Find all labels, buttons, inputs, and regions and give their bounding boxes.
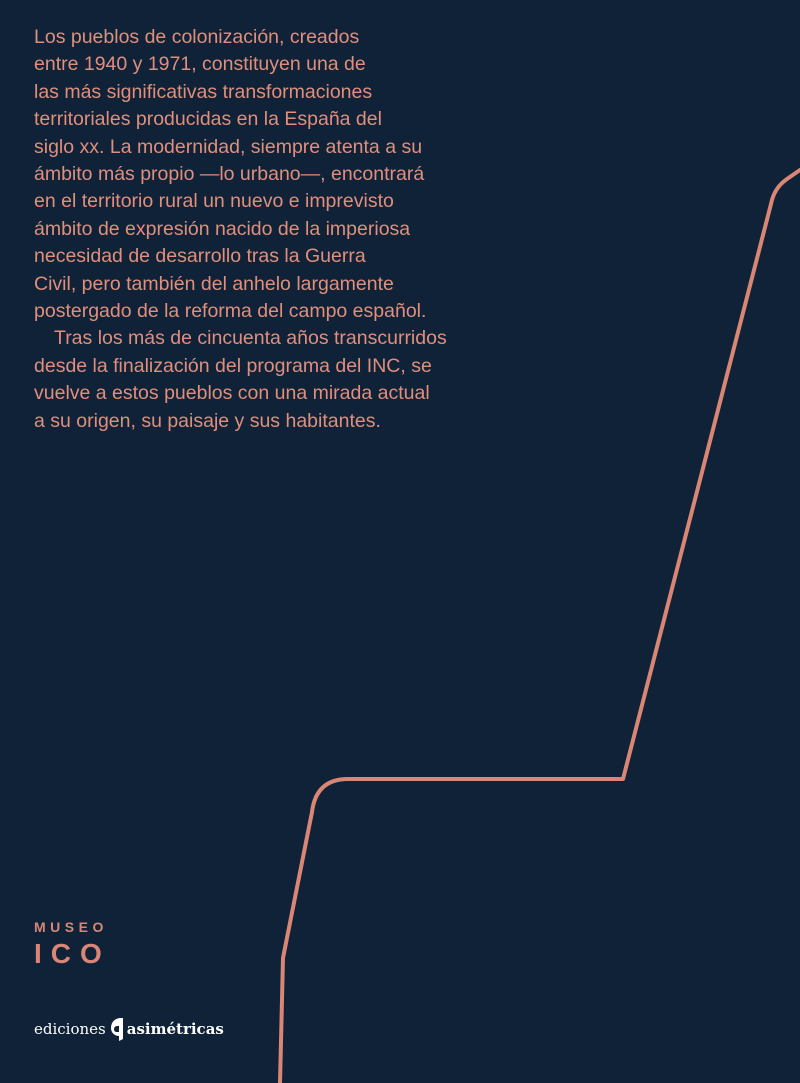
route-line — [280, 170, 800, 1083]
blurb-line: postergado de la reforma del campo español. — [34, 300, 427, 323]
blurb-line: a su origen, su paisaje y sus habitantes. — [34, 409, 381, 432]
blurb-line: Tras los más de cincuenta años transcurridos — [54, 327, 447, 350]
blurb-line: necesidad de desarrollo tras la Guerra — [34, 245, 366, 268]
logo-ediciones-text: ediciones — [34, 1020, 106, 1038]
blurb-line: ámbito más propio —lo urbano—, encontrará — [34, 163, 425, 186]
blurb-line: desde la finalización del programa del INC, se — [34, 354, 432, 377]
blurb-line: Civil, pero también del anhelo largamente — [34, 272, 394, 295]
blurb-line: las más significativas transformaciones — [34, 80, 373, 103]
publisher-mark-icon — [108, 1014, 126, 1044]
logo-asimetricas-text: asimétricas — [126, 1020, 224, 1038]
blurb-line: ámbito de expresión nacido de la imperiosa — [34, 217, 411, 240]
blurb-line: vuelve a estos pueblos con una mirada actual — [34, 382, 430, 405]
logo-ico-text: ICO — [34, 938, 111, 969]
blurb-line: en el territorio rural un nuevo e imprevisto — [34, 190, 394, 213]
ediciones-asimetricas-logo — [34, 1012, 224, 1046]
blurb-line: Los pueblos de colonización, creados — [34, 26, 360, 48]
blurb-line: territoriales producidas en la España del — [34, 108, 382, 131]
blurb-line: siglo xx. La modernidad, siempre atenta a su — [34, 135, 423, 158]
museo-ico-logo — [34, 918, 111, 970]
blurb-line: entre 1940 y 1971, constituyen una de — [34, 53, 366, 76]
logo-museo-text: MUSEO — [34, 919, 108, 935]
